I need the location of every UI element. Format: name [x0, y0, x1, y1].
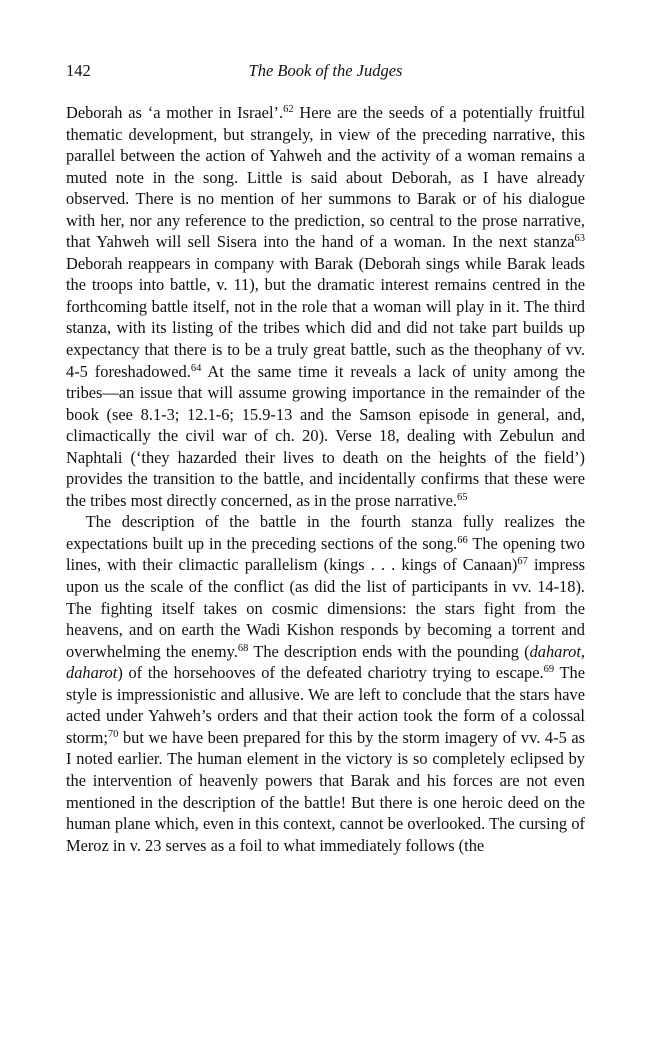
text-segment: At the same time it reveals a lack of unity among the tribes—an issue that will assume growing importance in the remainder of the book (see 8.1-3; 12.1-6; 15.9-13 and the Samson episode in general, and, climactically the civil war of ch. 20). Verse 18, dealing with Zebulun and Naphtali (‘they hazarded their lives to death on the heights of the field’) provides the transition to the battle, and incidentally confirms that these were the tribes most directly concerned, as in the prose narrative. [66, 361, 585, 510]
text-segment: The opening two lines, with their climactic parallelism (kings . . . kings of Canaan) [66, 533, 585, 575]
running-head [66, 58, 585, 84]
footnote-marker: 65 [456, 491, 468, 503]
running-title: The Book of the Judges [248, 61, 403, 80]
footnote-marker: 69 [543, 664, 555, 676]
text-segment: The description ends with the pounding ( [248, 641, 530, 661]
text-segment: but we have been prepared for this by the storm imagery of vv. 4-5 as I noted earlier. The human element in the victory is so completely eclipsed by the intervention of heavenly powers that Barak and his forces are not even mentioned in the description of the battle! But there is one heroic deed on the human plane which, even in this context, cannot be overlooked. The cursing of Meroz in v. 23 serves as a foil to what immediately follows (the [66, 727, 585, 855]
footnote-marker: 63 [574, 233, 585, 245]
body-paragraph [66, 102, 585, 511]
text-segment: Deborah as ‘a mother in Israel’. [66, 103, 284, 122]
page-number: 142 [66, 61, 91, 80]
text-segment: impress upon us the scale of the conflict (as did the list of participants in vv. 14-18). The fighting itself takes on cosmic dimensions: the stars fight from the heavens, and on earth the Wadi Kishon responds by becoming a torrent and overwhelming the enemy. [66, 555, 585, 661]
book-page [66, 58, 585, 856]
text-segment: The description of the battle in the fourth stanza fully realizes the expectations built up in the preceding sections of the song. [66, 512, 585, 553]
body-paragraph [66, 511, 585, 856]
text-segment: Deborah reappears in company with Barak (Deborah sings while Barak leads the troops into battle, v. 11), but the dramatic interest remains centred in the forthcoming battle itself, not in the role that a woman will play in it. The third stanza, with its listing of the tribes which did and did not take part builds up expectancy that there is to be a truly great battle, such as the theophany of vv. 4-5 foreshadowed. [66, 253, 585, 381]
footnote-marker: 67 [517, 556, 528, 568]
footnote-marker: 62 [283, 104, 294, 115]
footnote-marker: 68 [237, 642, 249, 654]
text-segment: Here are the seeds of a potentially fruitful thematic development, but strangely, in view of the preceding narrative, this parallel between the action of Yahweh and the activity of a woman remains a muted note in the song. Little is said about Deborah, as I have already observed. There is no mention of her summons to Barak or of his dialogue with her, nor any reference to the prediction, so central to the prose narrative, that Yahweh will sell Sisera into the hand of a woman. In the next stanza [66, 103, 586, 252]
footnote-marker: 66 [457, 534, 468, 546]
text-segment: ) of the horsehooves of the defeated chariotry trying to escape. [117, 663, 544, 683]
footnote-marker: 64 [190, 362, 202, 374]
text-segment: The style is impressionistic and allusive. We are left to conclude that the stars have acted under Yahweh’s orders and that their action took the form of a colossal storm; [66, 663, 585, 747]
italic-text: daharot, daharot [66, 641, 585, 683]
body-text [66, 102, 585, 856]
footnote-marker: 70 [107, 728, 119, 740]
